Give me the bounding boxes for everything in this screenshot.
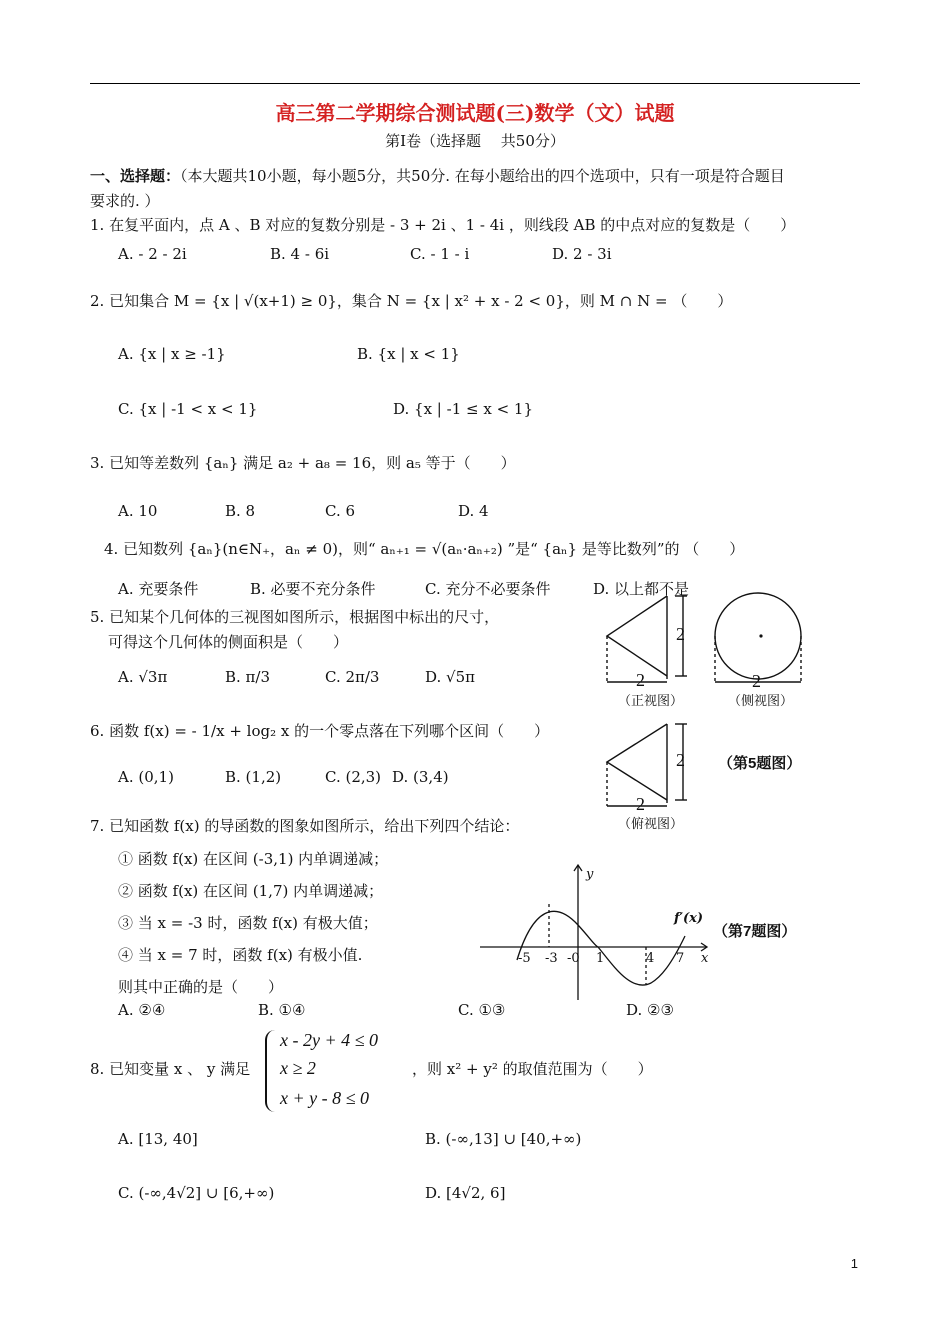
- fig5-top-label: （俯视图）: [618, 817, 684, 832]
- q1-option-a: A. - 2 - 2i: [118, 245, 187, 263]
- q2-option-d: D. {x | -1 ≤ x < 1}: [393, 400, 533, 418]
- section-heading: 一、选择题：: [90, 167, 181, 185]
- fig7-x-label: x: [701, 951, 709, 966]
- q8-option-a: A. [13, 40]: [118, 1130, 198, 1148]
- question-5-stem-2: 可得这个几何体的侧面积是（ ）: [108, 633, 349, 651]
- q8-option-c: C. (-∞,4√2] ∪ [6,+∞): [118, 1184, 275, 1202]
- section-instructions-2: 要求的. ）: [90, 192, 160, 210]
- q5-option-d: D. √5π: [425, 668, 475, 686]
- q5-option-b: B. π/3: [225, 668, 271, 686]
- q4-option-c: C. 充分不必要条件: [425, 580, 551, 598]
- q2-option-b: B. {x | x < 1}: [357, 345, 460, 363]
- fig5-top-height: 2: [676, 750, 685, 770]
- q6-option-c: C. (2,3): [325, 768, 382, 786]
- q1-option-d: D. 2 - 3i: [552, 245, 612, 263]
- fig7-tick-7: 7: [676, 951, 685, 966]
- page-title: 高三第二学期综合测试题(三)数学（文）试题: [275, 101, 675, 125]
- fig5-top-width: 2: [636, 794, 645, 814]
- fig5-front-label: （正视图）: [618, 694, 684, 709]
- fig7-curve-label: f′(x): [674, 911, 704, 926]
- q4-option-a: A. 充要条件: [118, 580, 199, 598]
- fig7-tick-neg3: -3: [545, 951, 558, 966]
- page-number: 1: [850, 1256, 858, 1271]
- q2-option-c: C. {x | -1 < x < 1}: [118, 400, 258, 418]
- q7-conclusion-4: ④ 当 x = 7 时，函数 f(x) 有极小值.: [118, 946, 363, 964]
- q3-option-a: A. 10: [118, 502, 158, 520]
- q6-option-d: D. (3,4): [392, 768, 449, 786]
- q7-option-b: B. ①④: [258, 1001, 306, 1019]
- question-8-stem-suffix: ，则 x² + y² 的取值范围为（ ）: [412, 1060, 653, 1078]
- page-subtitle: 第Ⅰ卷（选择题 共50分）: [385, 132, 565, 150]
- fig7-tick-0: -0: [567, 951, 580, 966]
- q7-ask: 则其中正确的是（ ）: [118, 978, 284, 996]
- q7-option-d: D. ②③: [626, 1001, 674, 1019]
- q1-option-b: B. 4 - 6i: [270, 245, 330, 263]
- question-6-stem: 6. 函数 f(x) = - 1/x + log₂ x 的一个零点落在下列哪个区间（ ）: [90, 722, 550, 740]
- q5-option-c: C. 2π/3: [325, 668, 380, 686]
- fig5-front-width: 2: [636, 670, 645, 690]
- q8-option-b: B. (-∞,13] ∪ [40,+∞): [425, 1130, 582, 1148]
- q4-option-b: B. 必要不充分条件: [250, 580, 376, 598]
- question-8-stem-prefix: 8. 已知变量 x 、 y 满足: [90, 1060, 251, 1078]
- fig7-tick-4: 4: [646, 951, 655, 966]
- question-3-stem: 3. 已知等差数列 {aₙ} 满足 a₂ + a₈ = 16，则 a₅ 等于（ ）: [90, 454, 516, 472]
- fig7-caption: （第7题图）: [713, 923, 797, 940]
- q8-option-d: D. [4√2, 6]: [425, 1184, 506, 1202]
- fig7-tick-neg5: -5: [518, 951, 531, 966]
- q3-option-c: C. 6: [325, 502, 356, 520]
- q3-option-d: D. 4: [458, 502, 489, 520]
- question-1-stem: 1. 在复平面内，点 A 、B 对应的复数分别是 - 3 + 2i 、1 - 4i ，则线段 AB 的中点对应的复数是（ ）: [90, 216, 796, 234]
- q8-constraint-3: x + y - 8 ≤ 0: [280, 1088, 369, 1108]
- fig5-side-width: 2: [752, 671, 761, 691]
- fig5-caption: （第5题图）: [718, 755, 802, 772]
- q7-conclusion-2: ② 函数 f(x) 在区间 (1,7) 内单调递减；: [118, 882, 384, 900]
- q1-option-c: C. - 1 - i: [410, 245, 470, 263]
- section-intro: [90, 165, 785, 186]
- q3-option-b: B. 8: [225, 502, 256, 520]
- q7-conclusion-1: ① 函数 f(x) 在区间 (-3,1) 内单调递减；: [118, 850, 389, 868]
- fig5-side-label: （侧视图）: [728, 694, 794, 709]
- q4-option-d: D. 以上都不是: [593, 580, 690, 598]
- figure-7-derivative-graph: [475, 860, 715, 1005]
- question-4-stem: 4. 已知数列 {aₙ}(n∈N₊，aₙ ≠ 0)，则“ aₙ₊₁ = √(aₙ·aₙ₊₂) ”是“ {aₙ} 是等比数列”的 （ ）: [104, 540, 745, 558]
- question-7-stem: 7. 已知函数 f(x) 的导函数的图象如图所示，给出下列四个结论：: [90, 817, 520, 835]
- fig7-tick-1: 1: [596, 951, 605, 966]
- fig5-front-height: 2: [676, 624, 685, 644]
- front-view-triangle: [607, 596, 667, 676]
- q2-option-a: A. {x | x ≥ -1}: [118, 345, 226, 363]
- q5-option-a: A. √3π: [118, 668, 168, 686]
- section-instructions-1: （本大题共10小题，每小题5分，共50分. 在每小题给出的四个选项中，只有一项是符合题目: [180, 167, 785, 185]
- fig7-y-label: y: [586, 867, 594, 882]
- q8-constraint-1: x - 2y + 4 ≤ 0: [280, 1030, 378, 1050]
- question-5-stem-1: 5. 已知某个几何体的三视图如图所示，根据图中标出的尺寸，: [90, 608, 500, 626]
- figure-5-three-views: [595, 590, 825, 840]
- q6-option-a: A. (0,1): [118, 768, 174, 786]
- q7-option-a: A. ②④: [118, 1001, 166, 1019]
- top-rule: [90, 83, 860, 84]
- q8-constraint-2: x ≥ 2: [280, 1058, 316, 1078]
- q7-option-c: C. ①③: [458, 1001, 506, 1019]
- side-view-circle: [715, 593, 801, 679]
- top-view-triangle: [607, 724, 667, 800]
- question-2-stem: 2. 已知集合 M = {x | √(x+1) ≥ 0}，集合 N = {x | x² + x - 2 < 0}，则 M ∩ N = （ ）: [90, 292, 733, 310]
- q7-conclusion-3: ③ 当 x = -3 时，函数 f(x) 有极大值；: [118, 914, 378, 932]
- derivative-curve: [517, 911, 685, 985]
- q6-option-b: B. (1,2): [225, 768, 282, 786]
